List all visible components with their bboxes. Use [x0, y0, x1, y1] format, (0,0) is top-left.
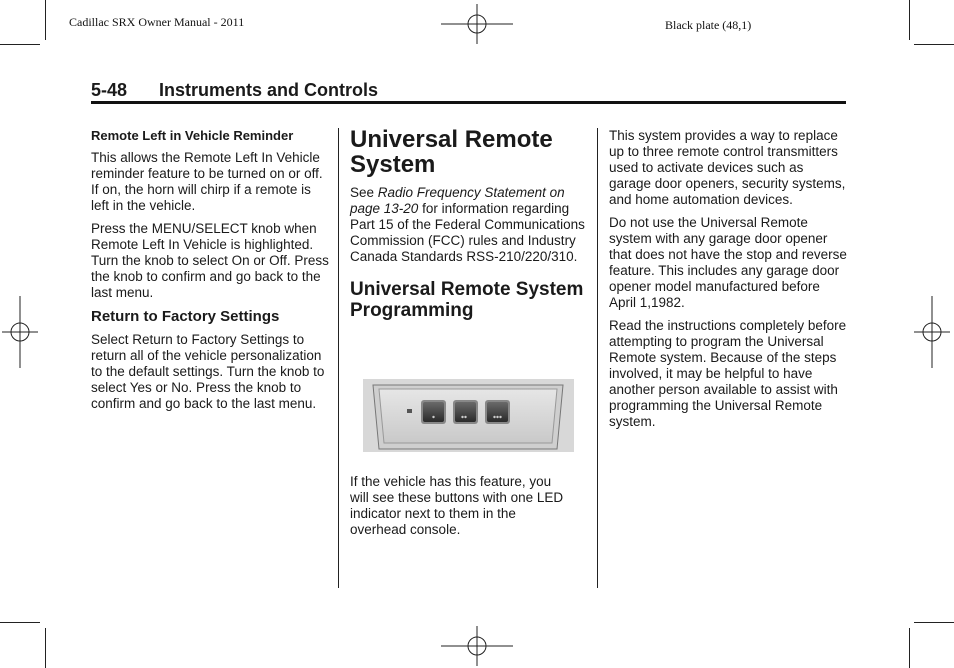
crop-mark	[0, 44, 40, 45]
column-divider	[597, 128, 598, 588]
reminder-instructions: Press the MENU/SELECT knob when Remote Left In Vehicle is highlighted. Turn the knob to select On or Off. Press the knob to confirm and go back to the last menu.	[91, 221, 329, 300]
see-suffix: for information regarding Part 15 of the Federal Communications Commission (FCC) rules and Industry Canada Standards RSS-210/220/310.	[350, 201, 585, 264]
right-paragraph-3: Read the instructions completely before attempting to program the Universal Remote system. Because of the steps involved, it may be helpful to have another person available to assist with programming the Universal Remote system.	[609, 318, 847, 429]
see-reference	[350, 185, 588, 265]
crop-mark	[914, 44, 954, 45]
right-paragraph-2: Do not use the Universal Remote system with any garage door opener that does not have the stop and reverse feature. This includes any garage door opener model manufactured before April 1,1982.	[609, 215, 847, 310]
right-paragraph-1: This system provides a way to replace up to three remote control transmitters used to activate devices such as garage door openers, security systems, and home automation devices.	[609, 128, 846, 207]
crop-mark	[909, 0, 910, 40]
running-head	[91, 80, 846, 104]
see-prefix: See	[350, 185, 378, 200]
page-title: Universal Remote System	[350, 126, 553, 178]
crop-mark	[914, 622, 954, 623]
remote-button-2[interactable]	[453, 400, 478, 424]
registration-mark-icon	[914, 296, 950, 368]
programming-heading: Universal Remote System Programming	[350, 279, 584, 321]
section-title: Instruments and Controls	[159, 80, 379, 100]
remote-button-3[interactable]	[485, 400, 510, 424]
reminder-paragraph: This allows the Remote Left In Vehicle reminder feature to be turned on or off. If on, the horn will chirp if a remote is left in the vehicle.	[91, 150, 323, 213]
figure-caption: If the vehicle has this feature, you will see these buttons with one LED indicator next to them in the overhead console.	[350, 474, 564, 537]
overhead-console-figure	[363, 379, 574, 452]
reminder-heading: Remote Left in Vehicle Reminder	[91, 128, 294, 143]
cross-reference-link[interactable]: Radio Frequency Statement on page 13-20	[350, 185, 565, 216]
factory-settings-heading: Return to Factory Settings	[91, 308, 280, 325]
middle-column	[350, 127, 588, 321]
page-number: 5-48	[91, 80, 128, 100]
right-column	[609, 128, 849, 437]
print-header-plate: Black plate (48,1)	[665, 18, 752, 32]
factory-settings-paragraph: Select Return to Factory Settings to return all of the vehicle personalization to the default settings. Turn the knob to select Yes or No. Press the knob to confirm and go back to the last menu.	[91, 332, 325, 411]
column-divider	[338, 128, 339, 588]
crop-mark	[0, 622, 40, 623]
remote-button-1[interactable]	[421, 400, 446, 424]
left-column	[91, 128, 329, 419]
crop-mark	[45, 628, 46, 668]
led-indicator-icon	[407, 409, 412, 413]
registration-mark-icon	[441, 626, 513, 666]
registration-mark-icon	[441, 4, 513, 44]
crop-mark	[45, 0, 46, 40]
print-header-title: Cadillac SRX Owner Manual - 2011	[69, 15, 245, 29]
registration-mark-icon	[2, 296, 38, 368]
crop-mark	[909, 628, 910, 668]
